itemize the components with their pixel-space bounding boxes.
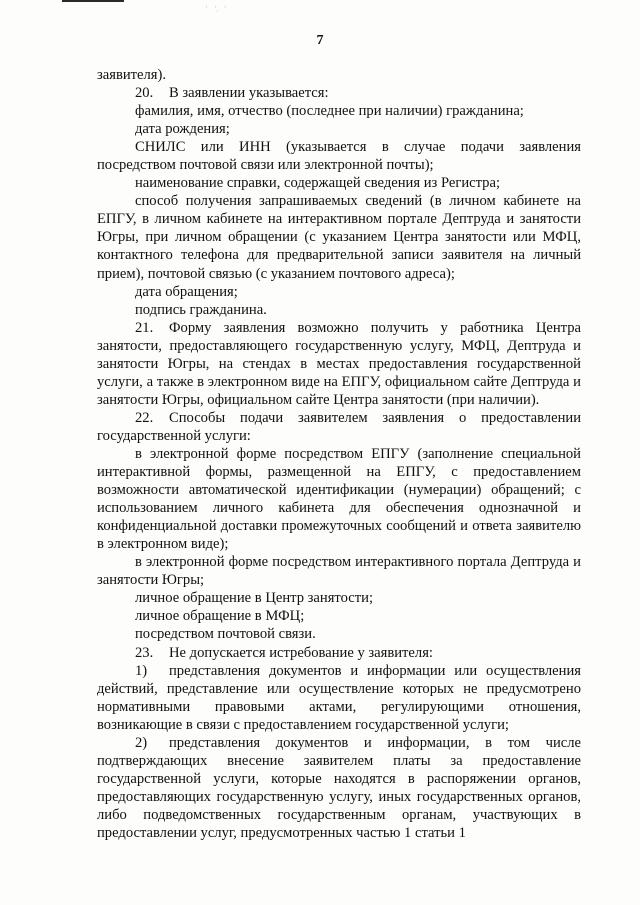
document-body [97,66,581,842]
paragraph [97,644,581,662]
paragraph [97,192,581,282]
paragraph [97,66,581,84]
paragraph-text: Способы подачи заявителем заявления о предоставлении государственной услуги: [97,409,581,444]
paragraph-text: личное обращение в Центр занятости; [135,590,373,607]
paragraph [97,120,581,138]
paragraph [97,84,581,102]
paragraph [97,553,581,589]
scan-artifact [62,0,124,2]
paragraph-text: посредством почтовой связи. [135,626,316,643]
paragraph-text: Не допускается истребование у заявителя: [169,644,433,661]
paragraph [97,662,581,734]
paragraph-text: фамилия, имя, отчество (последнее при наличии) гражданина; [135,103,524,120]
paragraph-text: дата рождения; [135,121,230,138]
scan-smudge: · ·̣ · [205,2,229,12]
paragraph-text: Форму заявления возможно получить у работника Центра занятости, предоставляющего государственную услугу, МФЦ, Дептруда и занятости Югры, на стендах в местах предоставления государственной услуги, а также в электронном виде на ЕПГУ, официальном сайте Дептруда и занятости Югры, официальном сайте Центра занятости (при наличии). [97,319,581,408]
paragraph-number: 1) [135,662,148,679]
paragraph-text: подпись гражданина. [135,301,267,318]
paragraph-text: наименование справки, содержащей сведения из Регистра; [135,175,501,192]
paragraph-number: 2) [135,734,148,751]
paragraph-text: представления документов и информации или осуществления действий, представление или осуществление которых не предусмотрено нормативными правовыми актами, регулирующими отношения, возникающие в связи с предоставлением государственной услуги; [97,662,581,733]
paragraph-number: 20. [135,85,154,102]
paragraph-text: СНИЛС или ИНН (указывается в случае подачи заявления посредством почтовой связи или электронной почты); [97,139,581,174]
paragraph [97,445,581,553]
paragraph-text: В заявлении указывается: [169,85,329,102]
page-number: 7 [316,33,324,48]
paragraph [97,102,581,120]
paragraph-text: представления документов и информации, в том числе подтверждающих внесение заявителем платы за предоставление государственной услуги, которые находятся в распоряжении органов, предоставляющих государственную услугу, иных государственных органов, либо подведомственных государственным органам, участвующих в предоставлении услуг, предусмотренных частью 1 статьи 1 [97,734,581,841]
paragraph-number: 23. [135,644,154,661]
paragraph-text: в электронной форме посредством ЕПГУ (заполнение специальной интерактивной формы, размещенной на ЕПГУ, с предоставлением возможности автоматической идентификации (нумерации) обращений; с использованием личного кабинета для обеспечения однозначной и конфиденциальной доставки промежуточных сообщений и ответа заявителю в электронном виде); [97,445,581,553]
paragraph [97,734,581,842]
paragraph-number: 22. [135,409,154,426]
paragraph [97,607,581,625]
paragraph [97,301,581,319]
paragraph-text: в электронной форме посредством интерактивного портала Дептруда и занятости Югры; [97,554,581,589]
paragraph-text: личное обращение в МФЦ; [135,608,305,625]
paragraph-number: 21. [135,319,154,336]
paragraph [97,283,581,301]
paragraph [97,138,581,174]
paragraph-text: заявителя). [97,67,167,83]
paragraph-text: способ получения запрашиваемых сведений (в личном кабинете на ЕПГУ, в личном кабинете на интерактивном портале Дептруда и занятости Югры, при личном обращении (с указанием Центра занятости или МФЦ, контактного телефона для предварительной записи заявителя на личный прием), почтовой связью (с указанием почтового адреса); [97,193,581,282]
paragraph-text: дата обращения; [135,283,238,300]
paragraph [97,409,581,445]
paragraph [97,625,581,643]
paragraph [97,174,581,192]
paragraph [97,589,581,607]
paragraph [97,319,581,409]
